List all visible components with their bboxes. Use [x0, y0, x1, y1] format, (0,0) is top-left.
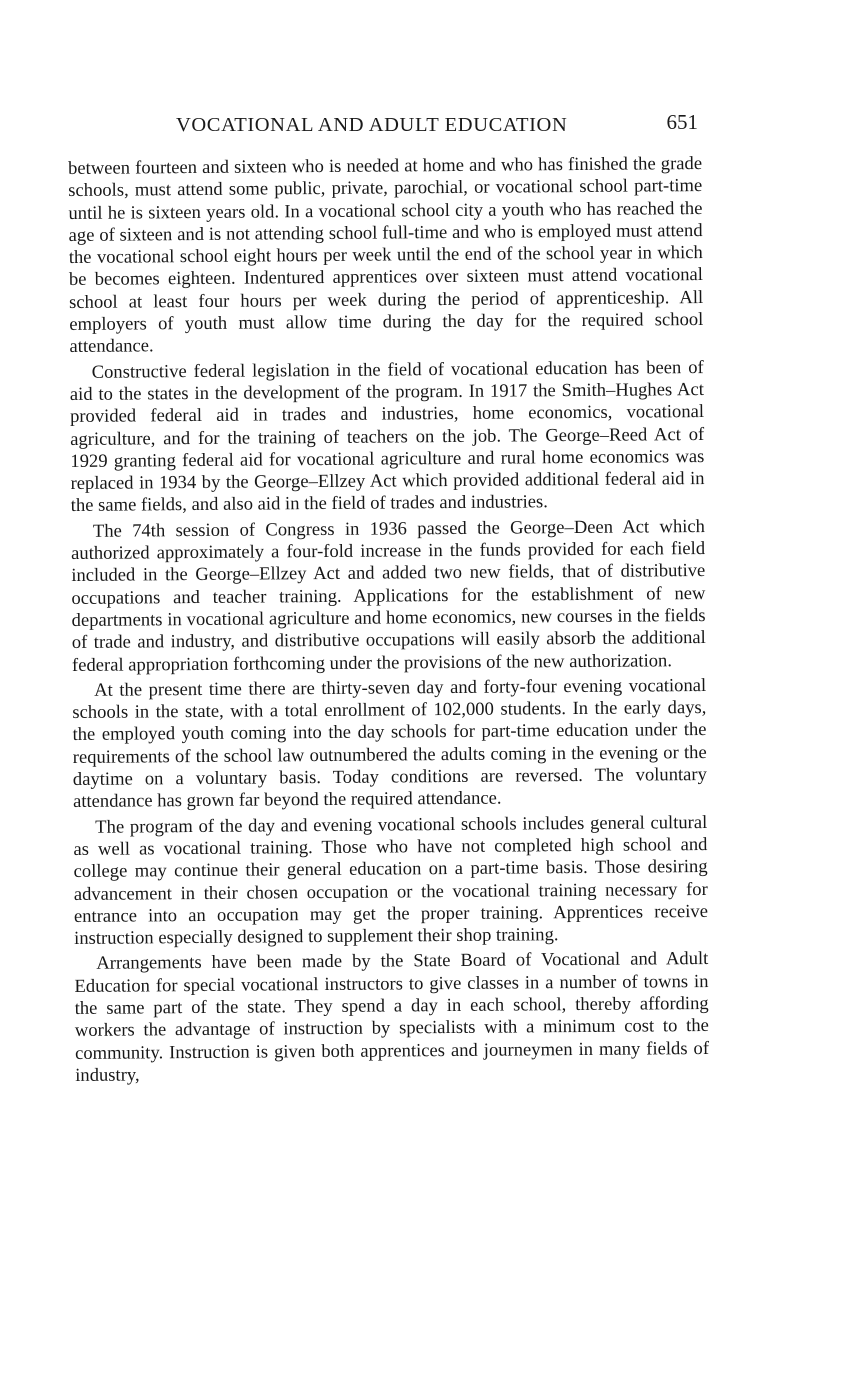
paragraph-program: The program of the day and evening vocational schools includes general cultural as well as vocational training. Those who have not completed high school and college may continue their general education on a part-time basis. Those desiring advancement in their chosen occupation or the vocational training necessary for entrance into an occupation may get the proper training. Apprentices receive instruction especially designed to supplement their shop training.	[73, 811, 709, 950]
paragraph-george-deen-act: The 74th session of Congress in 1936 passed the George–Deen Act which authorized approximately a four-fold increase in the funds provided for each field included in the George–Ellzey Act and added two new fields, that of distributive occupations and teacher training. Applications for the establishment of new departments in vocational agriculture and home economics, new courses in the fields of trade and industry, and distributive occupations will easily absorb the additional federal appropriation forthcoming under the provisions of the new authorization.	[71, 515, 706, 676]
body-text	[68, 153, 709, 1087]
page-header	[176, 108, 698, 142]
page-number: 651	[666, 110, 698, 134]
paragraph-arrangements: Arrangements have been made by the State Board of Vocational and Adult Education for special vocational instructors to give classes in a number of towns in the same part of the state. They spend a day in each school, thereby affording workers the advantage of instruction by specialists with a minimum cost to the community. Instruction is given both apprentices and journeymen in many fields of industry,	[74, 948, 710, 1086]
paragraph-continuation: between fourteen and sixteen who is needed at home and who has finished the grade schools, must attend some public, private, parochial, or vocational school part-time until he is sixteen years old. In a vocational school city a youth who has reached the age of sixteen and is not attending school full-time and who is employed must attend the vocational school eight hours per week until the end of the school year in which be becomes eighteen. Indentured apprentices over sixteen must attend vocational school at least four hours per week during the period of apprenticeship. All employers of youth must allow time during the day for the required school attendance.	[68, 153, 704, 358]
running-head: VOCATIONAL AND ADULT EDUCATION	[176, 114, 568, 136]
paragraph-enrollment: At the present time there are thirty-seven day and forty-four evening vocational schools in the state, with a total enrollment of 102,000 students. In the early days, the employed youth coming into the day schools for part-time education under the requirements of the school law outnumbered the adults coming in the evening or the daytime on a voluntary basis. Today conditions are reversed. The voluntary attendance has grown far beyond the required attendance.	[72, 674, 707, 813]
paragraph-federal-legislation: Constructive federal legislation in the field of vocational education has been of aid to the states in the development of the program. In 1917 the Smith–Hughes Act provided federal aid in trades and industries, home economics, vocational agriculture, and for the training of teachers on the job. The George–Reed Act of 1929 granting federal aid for vocational agriculture and rural home economics was replaced in 1934 by the George–Ellzey Act which provided additional federal aid in the same fields, and also aid in the field of trades and industries.	[69, 356, 705, 517]
